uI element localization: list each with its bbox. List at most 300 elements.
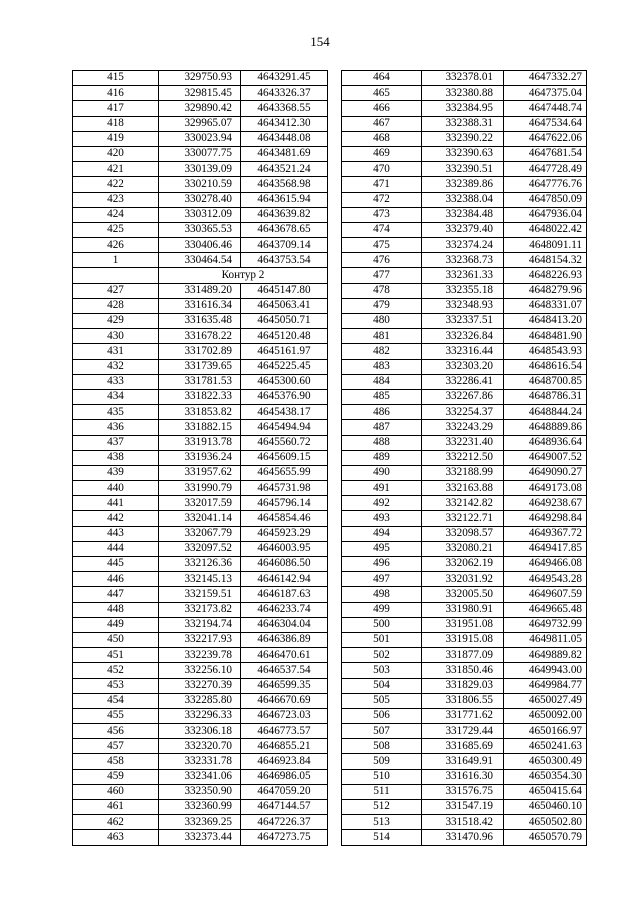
point-number: 461 (73, 800, 159, 815)
point-number: 471 (342, 177, 422, 192)
table-row (73, 526, 328, 541)
x-coordinate: 332326.84 (422, 329, 504, 344)
y-coordinate: 4646470.61 (241, 648, 328, 663)
coordinates-table-right (341, 70, 587, 846)
y-coordinate: 4646537.54 (241, 663, 328, 678)
y-coordinate: 4650092.00 (504, 708, 587, 723)
table-row (342, 784, 587, 799)
y-coordinate: 4645300.60 (241, 374, 328, 389)
y-coordinate: 4645120.48 (241, 329, 328, 344)
y-coordinate: 4650027.49 (504, 693, 587, 708)
table-row (342, 314, 587, 329)
point-number: 490 (342, 465, 422, 480)
table-row (342, 754, 587, 769)
x-coordinate: 332380.88 (422, 86, 504, 101)
y-coordinate: 4649090.27 (504, 465, 587, 480)
x-coordinate: 332306.18 (159, 724, 241, 739)
point-number: 437 (73, 435, 159, 450)
y-coordinate: 4648481.90 (504, 329, 587, 344)
x-coordinate: 332194.74 (159, 617, 241, 632)
y-coordinate: 4649732.99 (504, 617, 587, 632)
x-coordinate: 332243.29 (422, 420, 504, 435)
table-row (342, 739, 587, 754)
point-number: 513 (342, 815, 422, 830)
y-coordinate: 4645063.41 (241, 298, 328, 313)
point-number: 514 (342, 830, 422, 845)
point-number: 454 (73, 693, 159, 708)
y-coordinate: 4645376.90 (241, 389, 328, 404)
x-coordinate: 331877.09 (422, 648, 504, 663)
x-coordinate: 331729.44 (422, 724, 504, 739)
table-row (73, 724, 328, 739)
y-coordinate: 4643568.98 (241, 177, 328, 192)
y-coordinate: 4648022.42 (504, 222, 587, 237)
x-coordinate: 331547.19 (422, 800, 504, 815)
table-row (342, 207, 587, 222)
x-coordinate: 332097.52 (159, 541, 241, 556)
point-number: 447 (73, 587, 159, 602)
table-row (342, 465, 587, 480)
table-row (73, 359, 328, 374)
table-row (73, 693, 328, 708)
point-number: 418 (73, 116, 159, 131)
y-coordinate: 4650415.64 (504, 784, 587, 799)
y-coordinate: 4646386.89 (241, 632, 328, 647)
y-coordinate: 4647728.49 (504, 162, 587, 177)
x-coordinate: 332142.82 (422, 496, 504, 511)
table-row (342, 177, 587, 192)
table-row (73, 389, 328, 404)
table-row (342, 496, 587, 511)
x-coordinate: 331806.55 (422, 693, 504, 708)
x-coordinate: 332231.40 (422, 435, 504, 450)
point-number: 509 (342, 754, 422, 769)
x-coordinate: 332384.95 (422, 101, 504, 116)
y-coordinate: 4647534.64 (504, 116, 587, 131)
x-coordinate: 332355.18 (422, 283, 504, 298)
table-row (342, 374, 587, 389)
x-coordinate: 331685.69 (422, 739, 504, 754)
point-number: 501 (342, 632, 422, 647)
x-coordinate: 331980.91 (422, 602, 504, 617)
x-coordinate: 332361.33 (422, 268, 504, 283)
x-coordinate: 332098.57 (422, 526, 504, 541)
x-coordinate: 330210.59 (159, 177, 241, 192)
x-coordinate: 332163.88 (422, 481, 504, 496)
table-row (73, 177, 328, 192)
table-row (342, 71, 587, 86)
point-number: 442 (73, 511, 159, 526)
x-coordinate: 330464.54 (159, 253, 241, 268)
x-coordinate: 332384.48 (422, 207, 504, 222)
point-number: 468 (342, 131, 422, 146)
table-row (342, 572, 587, 587)
point-number: 507 (342, 724, 422, 739)
table-row (73, 192, 328, 207)
table-row (73, 815, 328, 830)
table-row (73, 481, 328, 496)
x-coordinate: 332217.93 (159, 632, 241, 647)
point-number: 440 (73, 481, 159, 496)
x-coordinate: 332296.33 (159, 708, 241, 723)
point-number: 510 (342, 769, 422, 784)
x-coordinate: 332062.19 (422, 557, 504, 572)
table-row (73, 465, 328, 480)
point-number: 427 (73, 283, 159, 298)
point-number: 460 (73, 784, 159, 799)
table-row (342, 192, 587, 207)
y-coordinate: 4643639.82 (241, 207, 328, 222)
y-coordinate: 4646986.05 (241, 769, 328, 784)
point-number: 499 (342, 602, 422, 617)
table-row (73, 131, 328, 146)
y-coordinate: 4649943.00 (504, 663, 587, 678)
y-coordinate: 4648154.32 (504, 253, 587, 268)
x-coordinate: 332320.70 (159, 739, 241, 754)
x-coordinate: 332067.79 (159, 526, 241, 541)
table-row (342, 541, 587, 556)
point-number: 435 (73, 405, 159, 420)
y-coordinate: 4643481.69 (241, 146, 328, 161)
x-coordinate: 332303.20 (422, 359, 504, 374)
table-row (342, 420, 587, 435)
y-coordinate: 4648091.11 (504, 238, 587, 253)
y-coordinate: 4646187.63 (241, 587, 328, 602)
x-coordinate: 330365.53 (159, 222, 241, 237)
x-coordinate: 330278.40 (159, 192, 241, 207)
y-coordinate: 4645854.46 (241, 511, 328, 526)
point-number: 493 (342, 511, 422, 526)
point-number: 475 (342, 238, 422, 253)
table-row (73, 298, 328, 313)
table-row (73, 784, 328, 799)
x-coordinate: 331936.24 (159, 450, 241, 465)
table-row (342, 708, 587, 723)
y-coordinate: 4645609.15 (241, 450, 328, 465)
point-number: 465 (342, 86, 422, 101)
y-coordinate: 4645655.99 (241, 465, 328, 480)
point-number: 473 (342, 207, 422, 222)
point-number: 502 (342, 648, 422, 663)
y-coordinate: 4645731.98 (241, 481, 328, 496)
x-coordinate: 331649.91 (422, 754, 504, 769)
point-number: 505 (342, 693, 422, 708)
y-coordinate: 4649665.48 (504, 602, 587, 617)
y-coordinate: 4650241.63 (504, 739, 587, 754)
y-coordinate: 4647622.06 (504, 131, 587, 146)
table-row (342, 769, 587, 784)
y-coordinate: 4643368.55 (241, 101, 328, 116)
point-number: 463 (73, 830, 159, 845)
y-coordinate: 4645438.17 (241, 405, 328, 420)
x-coordinate: 331678.22 (159, 329, 241, 344)
x-coordinate: 332159.51 (159, 587, 241, 602)
table-row (342, 116, 587, 131)
x-coordinate: 332390.63 (422, 146, 504, 161)
point-number: 456 (73, 724, 159, 739)
y-coordinate: 4647059.20 (241, 784, 328, 799)
x-coordinate: 332341.06 (159, 769, 241, 784)
x-coordinate: 332378.01 (422, 71, 504, 86)
table-row (73, 238, 328, 253)
point-number: 464 (342, 71, 422, 86)
point-number: 469 (342, 146, 422, 161)
x-coordinate: 331853.82 (159, 405, 241, 420)
table-row (73, 663, 328, 678)
y-coordinate: 4648413.20 (504, 314, 587, 329)
y-coordinate: 4648279.96 (504, 283, 587, 298)
table-row (342, 405, 587, 420)
y-coordinate: 4646003.95 (241, 541, 328, 556)
table-row (342, 222, 587, 237)
point-number: 474 (342, 222, 422, 237)
x-coordinate: 332388.31 (422, 116, 504, 131)
y-coordinate: 4643615.94 (241, 192, 328, 207)
table-row (342, 663, 587, 678)
point-number: 489 (342, 450, 422, 465)
y-coordinate: 4646923.84 (241, 754, 328, 769)
point-number: 421 (73, 162, 159, 177)
y-coordinate: 4647332.27 (504, 71, 587, 86)
table-row (342, 526, 587, 541)
table-row (342, 238, 587, 253)
y-coordinate: 4649607.59 (504, 587, 587, 602)
y-coordinate: 4643521.24 (241, 162, 328, 177)
table-row (342, 617, 587, 632)
x-coordinate: 331822.33 (159, 389, 241, 404)
table-row (342, 450, 587, 465)
x-coordinate: 332350.90 (159, 784, 241, 799)
table-row (342, 146, 587, 161)
table-row (73, 222, 328, 237)
point-number: 434 (73, 389, 159, 404)
x-coordinate: 331635.48 (159, 314, 241, 329)
table-row (73, 541, 328, 556)
x-coordinate: 331489.20 (159, 283, 241, 298)
y-coordinate: 4643326.37 (241, 86, 328, 101)
table-row (73, 587, 328, 602)
y-coordinate: 4649417.85 (504, 541, 587, 556)
x-coordinate: 329750.93 (159, 71, 241, 86)
y-coordinate: 4647776.76 (504, 177, 587, 192)
y-coordinate: 4650166.97 (504, 724, 587, 739)
point-number: 450 (73, 632, 159, 647)
x-coordinate: 331829.03 (422, 678, 504, 693)
point-number: 430 (73, 329, 159, 344)
y-coordinate: 4643412.30 (241, 116, 328, 131)
table-row (73, 314, 328, 329)
point-number: 479 (342, 298, 422, 313)
y-coordinate: 4643291.45 (241, 71, 328, 86)
x-coordinate: 332360.99 (159, 800, 241, 815)
point-number: 416 (73, 86, 159, 101)
x-coordinate: 332080.21 (422, 541, 504, 556)
x-coordinate: 331702.89 (159, 344, 241, 359)
table-row (342, 587, 587, 602)
table-row (73, 572, 328, 587)
table-row (342, 648, 587, 663)
point-number: 506 (342, 708, 422, 723)
point-number: 443 (73, 526, 159, 541)
point-number: 432 (73, 359, 159, 374)
x-coordinate: 332239.78 (159, 648, 241, 663)
table-row (73, 207, 328, 222)
x-coordinate: 331882.15 (159, 420, 241, 435)
point-number: 423 (73, 192, 159, 207)
table-row (73, 830, 328, 845)
y-coordinate: 4643448.08 (241, 131, 328, 146)
point-number: 455 (73, 708, 159, 723)
y-coordinate: 4648543.93 (504, 344, 587, 359)
y-coordinate: 4650502.80 (504, 815, 587, 830)
empty-cell (73, 268, 159, 283)
x-coordinate: 332373.44 (159, 830, 241, 845)
point-number: 466 (342, 101, 422, 116)
point-number: 498 (342, 587, 422, 602)
x-coordinate: 331951.08 (422, 617, 504, 632)
table-row (73, 283, 328, 298)
table-row (342, 283, 587, 298)
table-row (342, 298, 587, 313)
point-number: 494 (342, 526, 422, 541)
table-row (73, 101, 328, 116)
table-row (342, 131, 587, 146)
x-coordinate: 331616.34 (159, 298, 241, 313)
x-coordinate: 332389.86 (422, 177, 504, 192)
y-coordinate: 4648331.07 (504, 298, 587, 313)
point-number: 484 (342, 374, 422, 389)
y-coordinate: 4643709.14 (241, 238, 328, 253)
x-coordinate: 330312.09 (159, 207, 241, 222)
y-coordinate: 4647226.37 (241, 815, 328, 830)
x-coordinate: 330077.75 (159, 146, 241, 161)
point-number: 417 (73, 101, 159, 116)
y-coordinate: 4650300.49 (504, 754, 587, 769)
point-number: 497 (342, 572, 422, 587)
y-coordinate: 4646142.94 (241, 572, 328, 587)
table-row (73, 86, 328, 101)
y-coordinate: 4648786.31 (504, 389, 587, 404)
y-coordinate: 4647144.57 (241, 800, 328, 815)
x-coordinate: 331616.30 (422, 769, 504, 784)
point-number: 488 (342, 435, 422, 450)
point-number: 483 (342, 359, 422, 374)
x-coordinate: 332122.71 (422, 511, 504, 526)
table-row (342, 632, 587, 647)
point-number: 444 (73, 541, 159, 556)
y-coordinate: 4646670.69 (241, 693, 328, 708)
y-coordinate: 4646086.50 (241, 557, 328, 572)
point-number: 441 (73, 496, 159, 511)
table-row (342, 253, 587, 268)
table-row (342, 815, 587, 830)
point-number: 487 (342, 420, 422, 435)
y-coordinate: 4647375.04 (504, 86, 587, 101)
x-coordinate: 332390.51 (422, 162, 504, 177)
point-number: 457 (73, 739, 159, 754)
y-coordinate: 4645147.80 (241, 283, 328, 298)
point-number: 436 (73, 420, 159, 435)
point-number: 448 (73, 602, 159, 617)
x-coordinate: 331913.78 (159, 435, 241, 450)
table-row (342, 101, 587, 116)
x-coordinate: 330139.09 (159, 162, 241, 177)
x-coordinate: 329890.42 (159, 101, 241, 116)
point-number: 512 (342, 800, 422, 815)
point-number: 480 (342, 314, 422, 329)
table-row (73, 405, 328, 420)
x-coordinate: 332256.10 (159, 663, 241, 678)
table-row (73, 511, 328, 526)
x-coordinate: 331781.53 (159, 374, 241, 389)
point-number: 1 (73, 253, 159, 268)
table-row (73, 329, 328, 344)
y-coordinate: 4646304.04 (241, 617, 328, 632)
x-coordinate: 330023.94 (159, 131, 241, 146)
table-row (342, 557, 587, 572)
point-number: 446 (73, 572, 159, 587)
x-coordinate: 331470.96 (422, 830, 504, 845)
table-row (342, 724, 587, 739)
y-coordinate: 4649367.72 (504, 526, 587, 541)
section-header-row (73, 268, 328, 283)
x-coordinate: 332188.99 (422, 465, 504, 480)
table-row (342, 86, 587, 101)
y-coordinate: 4645796.14 (241, 496, 328, 511)
x-coordinate: 332285.80 (159, 693, 241, 708)
table-row (73, 632, 328, 647)
table-row (73, 450, 328, 465)
x-coordinate: 332390.22 (422, 131, 504, 146)
table-row (73, 146, 328, 161)
y-coordinate: 4646855.21 (241, 739, 328, 754)
y-coordinate: 4646773.57 (241, 724, 328, 739)
table-row (73, 71, 328, 86)
point-number: 453 (73, 678, 159, 693)
table-row (342, 389, 587, 404)
x-coordinate: 332005.50 (422, 587, 504, 602)
x-coordinate: 332173.82 (159, 602, 241, 617)
table-row (73, 374, 328, 389)
y-coordinate: 4646723.03 (241, 708, 328, 723)
x-coordinate: 331518.42 (422, 815, 504, 830)
table-row (73, 496, 328, 511)
x-coordinate: 332331.78 (159, 754, 241, 769)
point-number: 491 (342, 481, 422, 496)
x-coordinate: 331771.62 (422, 708, 504, 723)
point-number: 426 (73, 238, 159, 253)
y-coordinate: 4649007.52 (504, 450, 587, 465)
x-coordinate: 331957.62 (159, 465, 241, 480)
table-row (73, 435, 328, 450)
point-number: 486 (342, 405, 422, 420)
point-number: 485 (342, 389, 422, 404)
table-row (73, 602, 328, 617)
table-row (342, 511, 587, 526)
table-row (342, 602, 587, 617)
point-number: 429 (73, 314, 159, 329)
y-coordinate: 4647448.74 (504, 101, 587, 116)
point-number: 496 (342, 557, 422, 572)
point-number: 458 (73, 754, 159, 769)
x-coordinate: 332254.37 (422, 405, 504, 420)
point-number: 433 (73, 374, 159, 389)
y-coordinate: 4645161.97 (241, 344, 328, 359)
table-row (342, 329, 587, 344)
point-number: 422 (73, 177, 159, 192)
table-row (73, 162, 328, 177)
point-number: 476 (342, 253, 422, 268)
